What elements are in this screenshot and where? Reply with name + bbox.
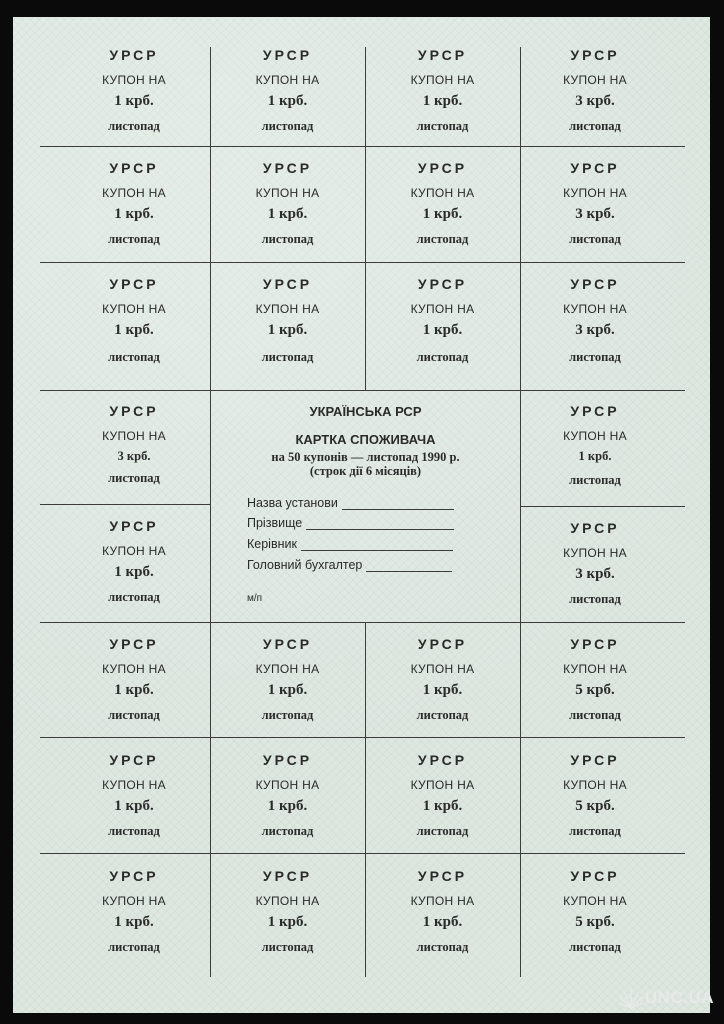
coupon bbox=[58, 506, 210, 622]
coupon-label: КУПОН НА bbox=[410, 302, 475, 316]
coupon bbox=[210, 148, 365, 262]
coupon-title: УРСР bbox=[109, 160, 159, 176]
coupon-value: 3 крб. bbox=[575, 322, 615, 338]
row-divider bbox=[40, 622, 685, 623]
watermark-text: UNC.UA bbox=[644, 988, 714, 1007]
coupon-month: листопад bbox=[416, 119, 469, 133]
coupon-month: листопад bbox=[416, 708, 469, 722]
coupon bbox=[58, 393, 210, 504]
coupon-value: 1 крб. bbox=[267, 914, 308, 930]
coupon-value: 1 крб. bbox=[114, 206, 154, 222]
coupon-label: КУПОН НА bbox=[102, 778, 166, 792]
coupon-title: УРСР bbox=[417, 160, 468, 176]
coupon bbox=[58, 624, 210, 737]
coupon-month: листопад bbox=[261, 119, 314, 133]
row-divider bbox=[40, 737, 685, 738]
coupon bbox=[210, 264, 365, 390]
coupon-label: КУПОН НА bbox=[410, 894, 475, 908]
coupon-value: 1 крб. bbox=[267, 206, 308, 222]
coupon-title: УРСР bbox=[262, 47, 313, 63]
coupon-value: 1 крб. bbox=[422, 914, 463, 930]
coupon-value: 5 крб. bbox=[575, 682, 615, 698]
coupon bbox=[520, 35, 670, 146]
coupon-title: УРСР bbox=[570, 868, 620, 884]
coupon bbox=[520, 856, 670, 977]
sunburst-icon bbox=[619, 986, 643, 1010]
coupon-title: УРСР bbox=[570, 276, 620, 292]
coupon-title: УРСР bbox=[109, 518, 159, 534]
coupon bbox=[365, 624, 520, 737]
coupon bbox=[520, 508, 670, 622]
coupon bbox=[365, 148, 520, 262]
head-blank bbox=[301, 538, 453, 551]
coupon-title: УРСР bbox=[417, 636, 468, 652]
coupon-label: КУПОН НА bbox=[102, 186, 166, 200]
coupon bbox=[365, 740, 520, 853]
coupon-title: УРСР bbox=[570, 752, 620, 768]
coupon-title: УРСР bbox=[570, 403, 620, 419]
coupon-label: КУПОН НА bbox=[563, 662, 627, 676]
row-divider bbox=[40, 262, 685, 263]
coupon-value: 5 крб. bbox=[575, 914, 615, 930]
coupon-value: 1 крб. bbox=[267, 93, 308, 109]
coupon-label: КУПОН НА bbox=[102, 894, 166, 908]
coupon-title: УРСР bbox=[262, 160, 313, 176]
coupon bbox=[520, 148, 670, 262]
coupon-title: УРСР bbox=[570, 160, 620, 176]
coupon-label: КУПОН НА bbox=[563, 429, 627, 443]
coupon bbox=[58, 740, 210, 853]
coupon-label: КУПОН НА bbox=[102, 544, 166, 558]
coupon bbox=[210, 856, 365, 977]
coupon-label: КУПОН НА bbox=[255, 662, 320, 676]
coupon-label: КУПОН НА bbox=[563, 546, 627, 560]
coupon-value: 1 крб. bbox=[114, 682, 154, 698]
coupon-label: КУПОН НА bbox=[410, 662, 475, 676]
coupon-title: УРСР bbox=[109, 276, 159, 292]
coupon-title: УРСР bbox=[262, 752, 313, 768]
row-divider bbox=[40, 504, 211, 505]
row-divider bbox=[40, 853, 685, 854]
coupon-month: листопад bbox=[261, 350, 314, 364]
accountant-blank bbox=[366, 559, 452, 572]
consumer-card-block bbox=[211, 390, 520, 622]
coupon bbox=[365, 264, 520, 390]
coupon-title: УРСР bbox=[109, 403, 159, 419]
coupon-value: 3 крб. bbox=[575, 566, 615, 582]
coupon-month: листопад bbox=[261, 940, 314, 954]
coupon-month: листопад bbox=[569, 473, 621, 487]
coupon-month: листопад bbox=[108, 119, 160, 133]
coupon bbox=[365, 35, 520, 146]
coupon bbox=[58, 264, 210, 390]
coupon-month: листопад bbox=[416, 824, 469, 838]
coupon-value: 1 крб. bbox=[422, 798, 463, 814]
coupon-month: листопад bbox=[261, 232, 314, 246]
coupon-value: 3 крб. bbox=[575, 93, 615, 109]
coupon bbox=[210, 740, 365, 853]
coupon-label: КУПОН НА bbox=[102, 662, 166, 676]
coupon bbox=[58, 856, 210, 977]
card-republic: УКРАЇНСЬКА РСР bbox=[309, 404, 422, 419]
coupon-value: 1 крб. bbox=[422, 682, 463, 698]
coupon-month: листопад bbox=[569, 232, 621, 246]
coupon-title: УРСР bbox=[417, 868, 468, 884]
coupon-month: листопад bbox=[108, 708, 160, 722]
coupon bbox=[58, 35, 210, 146]
coupon bbox=[520, 624, 670, 737]
coupon-month: листопад bbox=[569, 940, 621, 954]
coupon-month: листопад bbox=[108, 232, 160, 246]
coupon-title: УРСР bbox=[262, 636, 313, 652]
institution-field bbox=[247, 496, 454, 510]
coupon-month: листопад bbox=[108, 471, 160, 485]
coupon-month: листопад bbox=[569, 824, 621, 838]
coupon-title: УРСР bbox=[417, 47, 468, 63]
accountant-label: Головний бухгалтер bbox=[247, 558, 363, 572]
coupon-title: УРСР bbox=[109, 47, 159, 63]
coupon-month: листопад bbox=[108, 590, 160, 604]
coupon-month: листопад bbox=[569, 350, 621, 364]
coupon bbox=[210, 624, 365, 737]
coupon-label: КУПОН НА bbox=[255, 894, 320, 908]
coupon-label: КУПОН НА bbox=[255, 73, 320, 87]
coupon-month: листопад bbox=[108, 824, 160, 838]
coupon-month: листопад bbox=[569, 592, 621, 606]
coupon-month: листопад bbox=[108, 350, 160, 364]
coupon-sheet bbox=[13, 17, 710, 1013]
surname-label: Прізвище bbox=[247, 516, 303, 530]
coupon-value: 1 крб. bbox=[578, 449, 612, 463]
coupon-value: 1 крб. bbox=[267, 322, 308, 338]
coupon-title: УРСР bbox=[570, 636, 620, 652]
coupon-value: 5 крб. bbox=[575, 798, 615, 814]
coupon-value: 1 крб. bbox=[114, 93, 154, 109]
card-validity: (строк дії 6 місяців) bbox=[309, 464, 422, 478]
coupon-value: 1 крб. bbox=[422, 322, 463, 338]
coupon bbox=[210, 35, 365, 146]
coupon-label: КУПОН НА bbox=[410, 186, 475, 200]
coupon-value: 1 крб. bbox=[422, 93, 463, 109]
row-divider bbox=[40, 146, 685, 147]
card-title: КАРТКА СПОЖИВАЧА bbox=[295, 432, 436, 447]
coupon-month: листопад bbox=[261, 708, 314, 722]
coupon-title: УРСР bbox=[570, 520, 620, 536]
coupon-title: УРСР bbox=[570, 47, 620, 63]
surname-field bbox=[247, 516, 454, 530]
coupon-label: КУПОН НА bbox=[102, 429, 166, 443]
coupon-value: 1 крб. bbox=[422, 206, 463, 222]
coupon-value: 3 крб. bbox=[117, 449, 151, 463]
coupon-title: УРСР bbox=[262, 868, 313, 884]
site-watermark bbox=[619, 986, 714, 1010]
head-label: Керівник bbox=[247, 537, 297, 551]
coupon-value: 3 крб. bbox=[575, 206, 615, 222]
coupon-label: КУПОН НА bbox=[563, 186, 627, 200]
accountant-field bbox=[247, 558, 452, 572]
coupon-title: УРСР bbox=[109, 636, 159, 652]
coupon-label: КУПОН НА bbox=[102, 302, 166, 316]
coupon bbox=[520, 393, 670, 506]
coupon-label: КУПОН НА bbox=[563, 302, 627, 316]
coupon-value: 1 крб. bbox=[267, 798, 308, 814]
coupon bbox=[520, 740, 670, 853]
coupon-label: КУПОН НА bbox=[255, 186, 320, 200]
coupon-label: КУПОН НА bbox=[255, 778, 320, 792]
institution-label: Назва установи bbox=[247, 496, 338, 510]
coupon-value: 1 крб. bbox=[114, 914, 154, 930]
coupon-title: УРСР bbox=[417, 276, 468, 292]
card-subtitle: на 50 купонів — листопад 1990 р. bbox=[271, 450, 460, 464]
coupon-value: 1 крб. bbox=[114, 564, 154, 580]
coupon-month: листопад bbox=[108, 940, 160, 954]
coupon bbox=[520, 264, 670, 390]
row-divider bbox=[520, 506, 685, 507]
coupon-label: КУПОН НА bbox=[563, 778, 627, 792]
coupon-month: листопад bbox=[261, 824, 314, 838]
coupon-title: УРСР bbox=[262, 276, 313, 292]
coupon-month: листопад bbox=[569, 119, 621, 133]
coupon-label: КУПОН НА bbox=[563, 73, 627, 87]
coupon-title: УРСР bbox=[417, 752, 468, 768]
coupon-label: КУПОН НА bbox=[255, 302, 320, 316]
coupon-label: КУПОН НА bbox=[102, 73, 166, 87]
coupon-value: 1 крб. bbox=[114, 322, 154, 338]
coupon-month: листопад bbox=[416, 232, 469, 246]
coupon-month: листопад bbox=[569, 708, 621, 722]
coupon-value: 1 крб. bbox=[114, 798, 154, 814]
stamp-place: м/п bbox=[247, 593, 263, 604]
coupon-value: 1 крб. bbox=[267, 682, 308, 698]
coupon-month: листопад bbox=[416, 940, 469, 954]
surname-blank bbox=[306, 517, 454, 530]
coupon bbox=[365, 856, 520, 977]
coupon-label: КУПОН НА bbox=[563, 894, 627, 908]
coupon-label: КУПОН НА bbox=[410, 778, 475, 792]
coupon-title: УРСР bbox=[109, 752, 159, 768]
coupon bbox=[58, 148, 210, 262]
institution-blank bbox=[342, 497, 454, 510]
head-field bbox=[247, 537, 453, 551]
coupon-title: УРСР bbox=[109, 868, 159, 884]
coupon-month: листопад bbox=[416, 350, 469, 364]
coupon-label: КУПОН НА bbox=[410, 73, 475, 87]
